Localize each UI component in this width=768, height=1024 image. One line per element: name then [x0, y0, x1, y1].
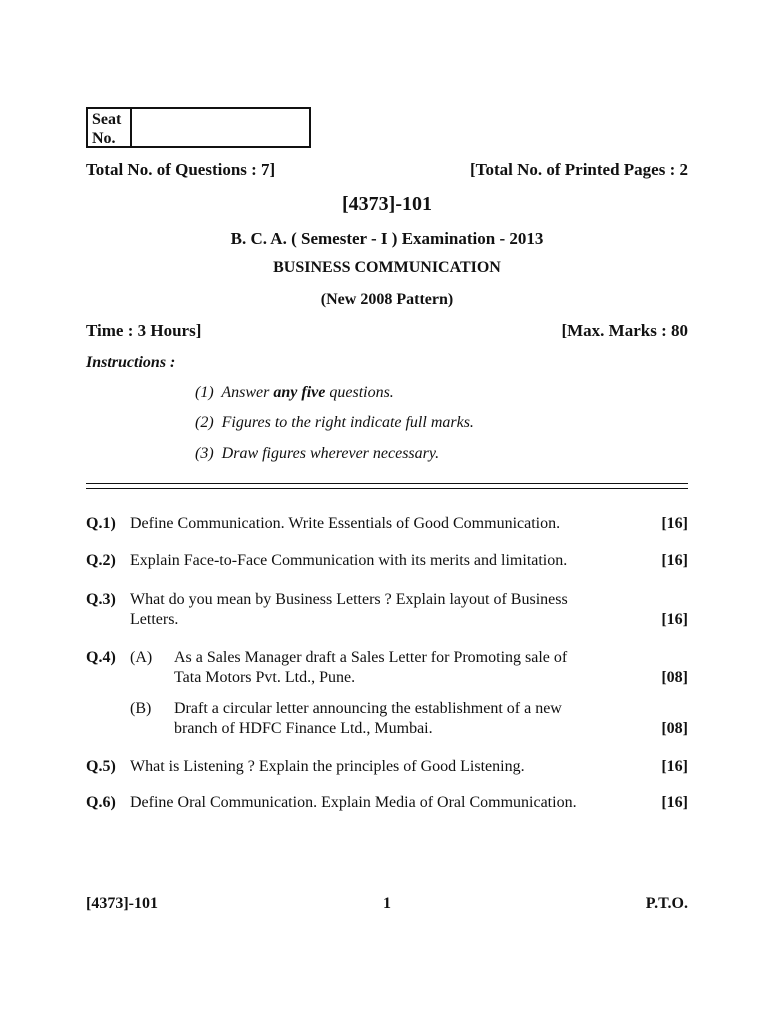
divider-line-top	[86, 483, 688, 484]
page-number: 1	[383, 895, 391, 912]
seat-number-label	[88, 109, 132, 146]
instruction-emphasis: any five	[273, 384, 326, 401]
question-item	[86, 551, 688, 571]
question-number: Q.1)	[86, 515, 116, 532]
question-marks: [16]	[661, 758, 688, 775]
instruction-number: (2)	[195, 414, 214, 431]
subject-title: BUSINESS COMMUNICATION	[273, 259, 501, 276]
instruction-text: questions.	[329, 384, 394, 401]
sub-question-marks: [08]	[661, 720, 688, 737]
question-item	[86, 793, 688, 813]
sub-question-label: (B)	[130, 700, 152, 717]
instruction-number: (1)	[195, 384, 214, 401]
sub-question-label: (A)	[130, 649, 153, 666]
page-footer	[86, 895, 688, 915]
question-number: Q.5)	[86, 758, 116, 775]
question-number: Q.4)	[86, 649, 116, 666]
question-text: Explain Face-to-Face Communication with its merits and limitation.	[130, 552, 568, 569]
instruction-text: Figures to the right indicate full marks.	[221, 414, 474, 431]
question-item	[86, 514, 688, 534]
instruction-text: Draw figures wherever necessary.	[221, 445, 440, 462]
question-number: Q.3)	[86, 591, 116, 608]
instruction-number: (3)	[195, 445, 214, 462]
total-questions: Total No. of Questions : 7]	[86, 160, 276, 179]
time-allowed: Time : 3 Hours]	[86, 321, 202, 340]
instruction-item	[195, 384, 394, 402]
totals-line	[86, 160, 688, 180]
question-text-line2: Letters.	[130, 611, 179, 628]
instruction-text: Answer	[221, 384, 270, 401]
question-marks: [16]	[661, 611, 688, 628]
question-number: Q.2)	[86, 552, 116, 569]
seat-label-line2: No.	[92, 130, 116, 147]
total-pages: [Total No. of Printed Pages : 2	[470, 160, 688, 179]
seat-number-field	[132, 109, 309, 146]
question-marks: [16]	[661, 552, 688, 569]
question-text: Define Oral Communication. Explain Media of Oral Communication.	[130, 794, 577, 811]
paper-code: [4373]-101	[342, 193, 432, 215]
exam-title: B. C. A. ( Semester - I ) Examination - 2013	[230, 229, 544, 248]
seat-label-line1: Seat	[92, 111, 122, 128]
question-text: Define Communication. Write Essentials of Good Communication.	[130, 515, 561, 532]
sub-question-text-line2: Tata Motors Pvt. Ltd., Pune.	[174, 669, 356, 686]
question-text: What is Listening ? Explain the principles of Good Listening.	[130, 758, 525, 775]
time-marks-line	[86, 321, 688, 341]
sub-question-text-line1: Draft a circular letter announcing the establishment of a new	[174, 700, 562, 717]
question-marks: [16]	[661, 794, 688, 811]
sub-question-item	[86, 648, 688, 688]
sub-question-text-line2: branch of HDFC Finance Ltd., Mumbai.	[174, 720, 433, 737]
question-text-line1: What do you mean by Business Letters ? Explain layout of Business	[130, 591, 568, 608]
please-turn-over: P.T.O.	[645, 895, 688, 912]
sub-question-marks: [08]	[661, 669, 688, 686]
divider-line-bottom	[86, 488, 688, 489]
seat-number-box	[86, 107, 311, 148]
pattern-label: (New 2008 Pattern)	[320, 291, 454, 308]
instruction-item	[195, 445, 439, 463]
sub-question-item	[86, 699, 688, 739]
sub-question-text-line1: As a Sales Manager draft a Sales Letter for Promoting sale of	[174, 649, 568, 666]
question-marks: [16]	[661, 515, 688, 532]
question-item	[86, 757, 688, 777]
question-number: Q.6)	[86, 794, 116, 811]
question-item	[86, 590, 688, 630]
instructions-title: Instructions :	[86, 354, 176, 371]
footer-code: [4373]-101	[86, 895, 158, 912]
instruction-item	[195, 414, 474, 432]
max-marks: [Max. Marks : 80	[561, 321, 688, 340]
